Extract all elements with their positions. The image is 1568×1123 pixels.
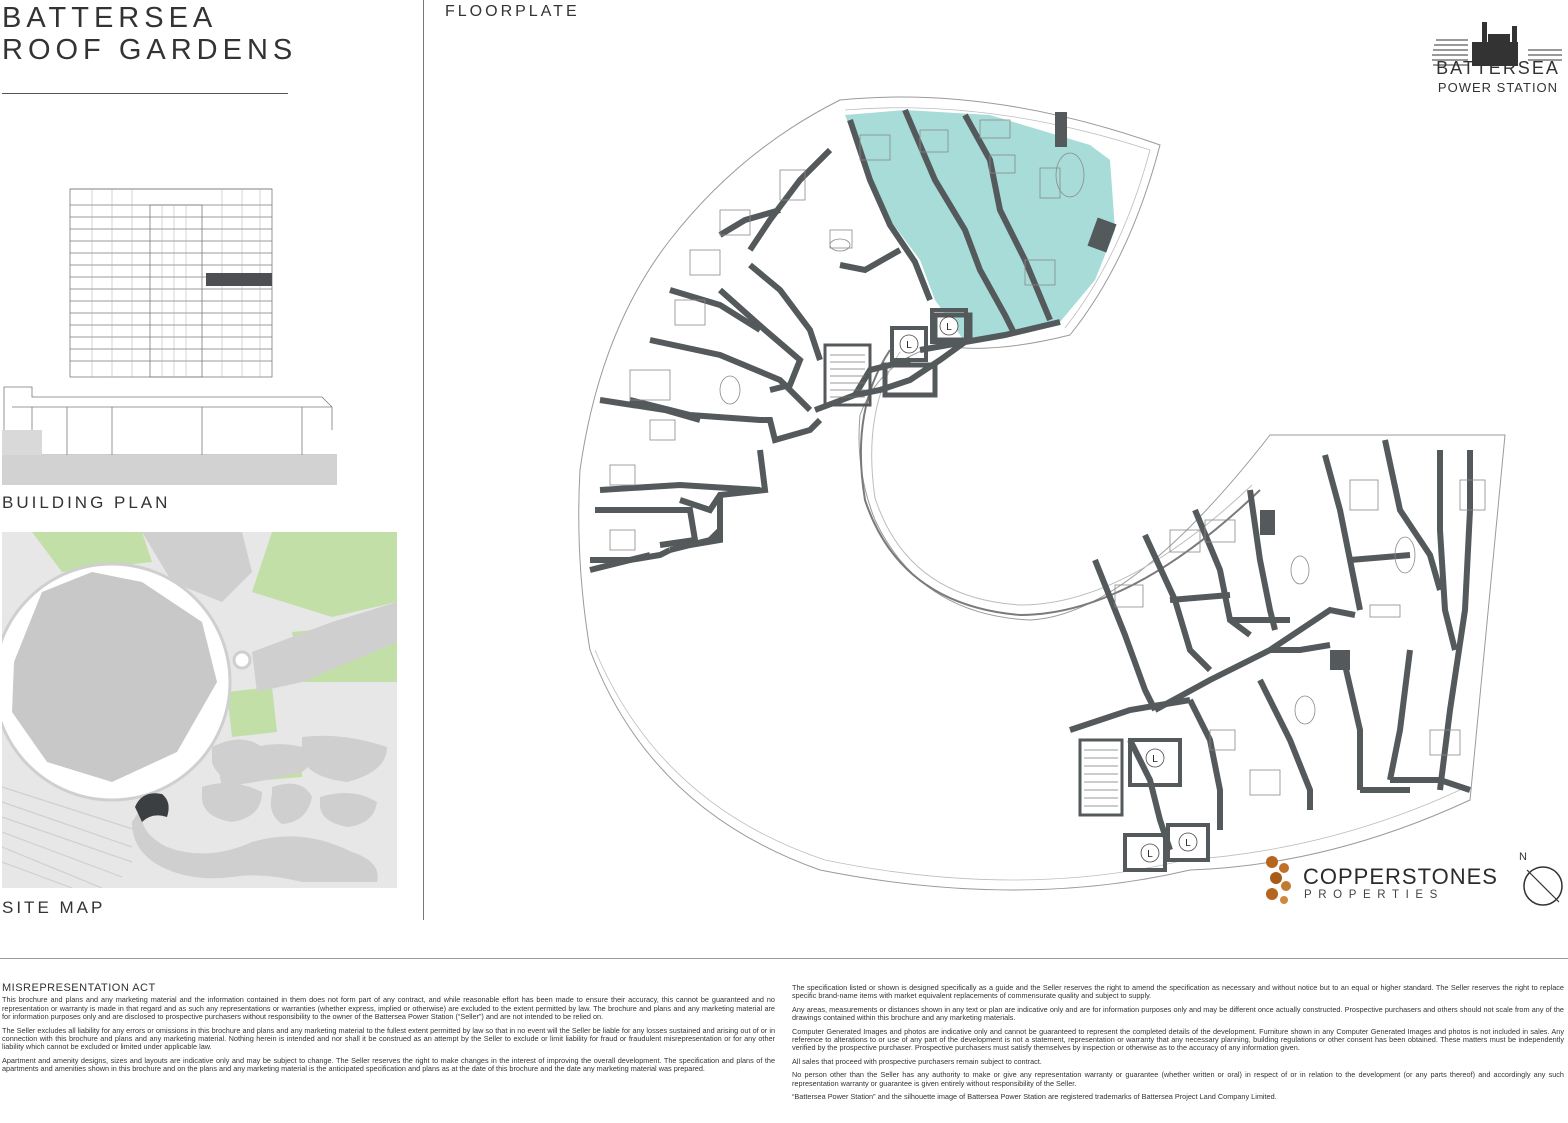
legal-paragraph: Computer Generated Images and photos are indicative only and cannot be guaranteed to represent the completed details of the development. Furniture shown in any Computer Generated Images and photos is not included in sales. Any reference to alterations to or use of any part of the development is not a statement, representation or warranty that any necessary planning, building regulations or other consent has been obtained. These matters must be independently verified by the prospective purchaser. Prospective purchasers must satisfy themselves by inspection or otherwise as to the accuracy of any information given.: [792, 1026, 1564, 1053]
legal-paragraph: This brochure and plans and any marketing material and the information contained in them does not form part of any contract, and while reasonable effort has been made to ensure their accuracy, this cannot be guaranteed and no representation or warranty is made in that regard and as such any representations or warranties (whether express, implied or otherwise) are excluded to the extent permitted by law. The brochure and plans and any marketing material are for information purposes only and are disclosed to prospective purchasers without responsibility to the owner of the Battersea Power Station (“Seller”) and are not intended to be relied on.: [2, 995, 775, 1022]
stair-south: [1080, 740, 1122, 815]
copperstones-name: COPPERSTONES: [1303, 864, 1498, 889]
copper-stones-icon: [1266, 856, 1291, 904]
building-plan-label: BUILDING PLAN: [2, 493, 171, 512]
legal-paragraph: The Seller excludes all liability for any errors or omissions in this brochure and plans and any marketing material to the fullest extent permitted by law so that in no event will the Seller be liable for any losses sustained and arising out of or in connection with this brochure and plans and any marketing material. Nothing herein is intended and nor shall it be construed as an attempt by the Seller to exclude or limit liability for fraud or fraudulent misrepresentation or for any other liability which cannot be excluded or limited under applicable law.: [2, 1025, 775, 1052]
footer-divider: [0, 958, 1568, 959]
column-divider: [423, 0, 424, 920]
title-line-2: ROOF GARDENS: [2, 34, 298, 66]
courtyard-edge: [861, 350, 1260, 615]
lift-label: L: [1152, 754, 1158, 765]
building-plan-elevation: [2, 185, 337, 485]
legal-paragraph: The specification listed or shown is designed specifically as a guide and the Seller reserves the right to amend the specification as necessary and without notice but to an equal or higher standard. The Seller reserves the right to replace specific brand-name items with market equivalent replacements of commensurate quality and subject to supply.: [792, 983, 1564, 1001]
legal-paragraph: No person other than the Seller has any authority to make or give any representation warranty or guarantee (whether written or oral) in respect of or in relation to the development (or any parts thereof) and accordingly any such representation warranty or guarantee is given entirely without responsibility of the Seller.: [792, 1070, 1564, 1088]
legal-heading: MISREPRESENTATION ACT: [2, 982, 156, 994]
battersea-power-station-wordmark: [1428, 58, 1568, 98]
brand-name-line1: BATTERSEA: [1436, 58, 1560, 78]
south-wing-walls: [1070, 440, 1470, 850]
ground-hatch: [2, 455, 337, 485]
legal-paragraph: “Battersea Power Station” and the silhouette image of Battersea Power Station are registered trademarks of Battersea Project Land Company Limited.: [792, 1092, 1277, 1102]
title-line-1: BATTERSEA: [2, 2, 218, 34]
legal-paragraph: Any areas, measurements or distances shown in any text or plan are indicative only and are for information purposes only and may be different once actually constructed. Prospective purchasers and others should not scale from any of the drawings contained within this brochure and any marketing materials.: [792, 1004, 1564, 1023]
brand-name-line2: POWER STATION: [1437, 80, 1559, 95]
lift-label: L: [906, 340, 912, 351]
lift-label: L: [946, 322, 952, 333]
north-label: N: [1519, 851, 1527, 863]
copperstones-subtitle: PROPERTIES: [1304, 889, 1444, 901]
legal-paragraph: Apartment and amenity designs, sizes and layouts are indicative only and may be subject to change. The Seller reserves the right to make changes in the interest of improving the overall development. The specification and plans of the apartments and amenities shown in this brochure and on the plans and any marketing material is the anticipated specification and plans as at the date of this brochure and the date any marketing material was prepared.: [2, 1055, 775, 1074]
lift-label: L: [1147, 849, 1153, 860]
legal-left-column: [2, 984, 775, 1079]
floorplate-label: FLOORPLATE: [445, 3, 580, 20]
title-divider: [2, 93, 288, 94]
legal-right-column: [792, 984, 1564, 1106]
site-map-label: SITE MAP: [2, 898, 106, 917]
floorplate-drawing: [570, 90, 1515, 925]
page-title: [2, 2, 297, 66]
north-arrow-icon: [1515, 848, 1567, 908]
highlighted-floor: [206, 273, 272, 286]
lift-label: L: [1185, 838, 1191, 849]
furniture-south: [1115, 480, 1485, 795]
site-map: [2, 532, 397, 888]
legal-paragraph: All sales that proceed with prospective purchasers remain subject to contract.: [792, 1056, 1042, 1066]
